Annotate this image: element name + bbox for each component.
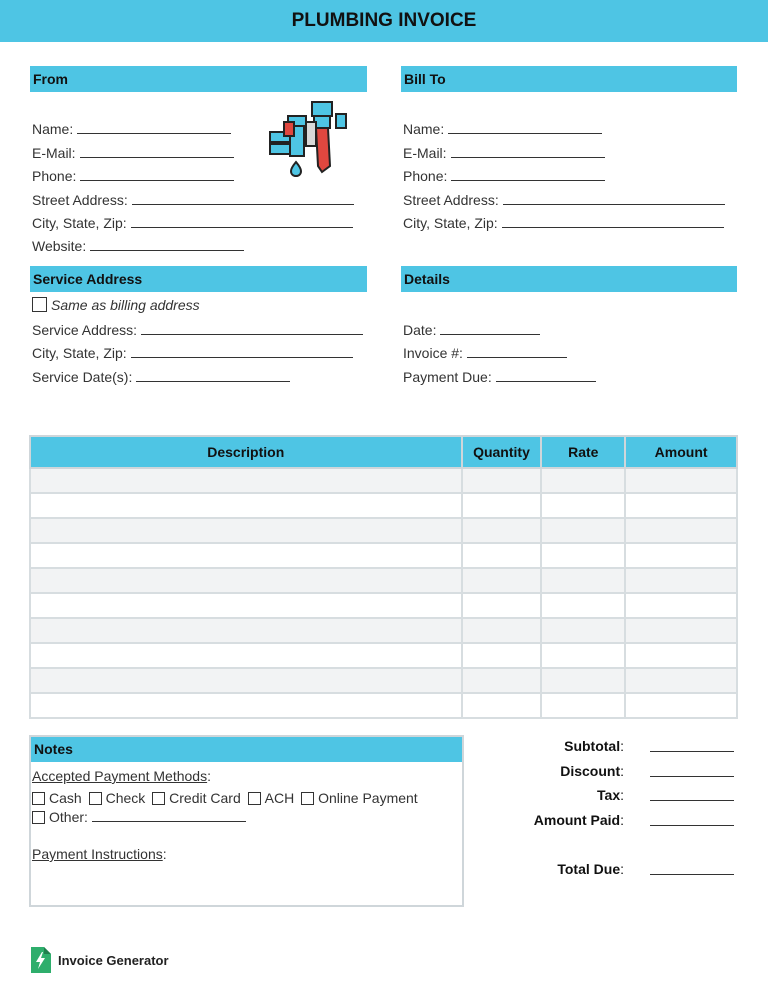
bill-to-header: Bill To: [401, 66, 737, 92]
brand-name: Invoice Generator: [58, 953, 169, 968]
accepted-payment-methods-label: Accepted Payment Methods:: [32, 768, 211, 784]
from-phone-field[interactable]: Phone:: [32, 166, 234, 185]
amount-cell[interactable]: [625, 493, 737, 518]
rate-cell[interactable]: [541, 543, 625, 568]
subtotal-value-line[interactable]: [650, 751, 734, 752]
invoice-generator-logo-icon: [31, 947, 51, 973]
quantity-cell[interactable]: [462, 468, 542, 493]
quantity-cell[interactable]: [462, 593, 542, 618]
rate-cell[interactable]: [541, 518, 625, 543]
quantity-cell[interactable]: [462, 543, 542, 568]
plumbing-wrench-pipe-icon: [266, 98, 350, 178]
service-city-field[interactable]: City, State, Zip:: [32, 343, 353, 362]
description-cell[interactable]: [30, 518, 462, 543]
table-row: [30, 643, 737, 668]
table-row: [30, 593, 737, 618]
details-header: Details: [401, 266, 737, 292]
cash-label: Cash: [49, 790, 82, 806]
title-bar: [0, 0, 768, 42]
credit-card-label: Credit Card: [169, 790, 241, 806]
table-row: [30, 468, 737, 493]
description-cell[interactable]: [30, 543, 462, 568]
description-cell[interactable]: [30, 643, 462, 668]
bill-name-field[interactable]: Name:: [403, 119, 602, 138]
amount-cell[interactable]: [625, 543, 737, 568]
ach-checkbox[interactable]: [248, 792, 261, 805]
amount-paid-value-line[interactable]: [650, 825, 734, 826]
invoice-number-field[interactable]: Invoice #:: [403, 343, 567, 362]
table-header-row: [30, 436, 737, 468]
bill-phone-field[interactable]: Phone:: [403, 166, 605, 185]
online-payment-label: Online Payment: [318, 790, 418, 806]
quantity-cell[interactable]: [462, 518, 542, 543]
cash-checkbox[interactable]: [32, 792, 45, 805]
quantity-cell[interactable]: [462, 618, 542, 643]
rate-cell[interactable]: [541, 618, 625, 643]
amount-cell[interactable]: [625, 518, 737, 543]
rate-cell[interactable]: [541, 493, 625, 518]
invoice-title: PLUMBING INVOICE: [291, 10, 477, 31]
column-header-quantity: Quantity: [462, 436, 542, 468]
rate-cell[interactable]: [541, 643, 625, 668]
from-street-field[interactable]: Street Address:: [32, 190, 354, 209]
rate-cell[interactable]: [541, 568, 625, 593]
other-payment-field[interactable]: Other:: [32, 807, 246, 826]
payment-due-field[interactable]: Payment Due:: [403, 367, 596, 386]
notes-header: Notes: [31, 737, 462, 762]
rate-cell[interactable]: [541, 593, 625, 618]
line-items-table: [29, 435, 738, 719]
rate-cell[interactable]: [541, 668, 625, 693]
table-row: [30, 518, 737, 543]
column-header-description: Description: [30, 436, 462, 468]
tax-value-line[interactable]: [650, 800, 734, 801]
service-address-header: Service Address: [30, 266, 367, 292]
check-checkbox[interactable]: [89, 792, 102, 805]
from-name-field[interactable]: Name:: [32, 119, 231, 138]
bill-email-field[interactable]: E-Mail:: [403, 143, 605, 162]
table-row: [30, 668, 737, 693]
table-row: [30, 568, 737, 593]
table-row: [30, 493, 737, 518]
service-date-field[interactable]: Service Date(s):: [32, 367, 290, 386]
same-as-billing-checkbox[interactable]: Same as billing address: [32, 296, 200, 314]
credit-card-checkbox[interactable]: [152, 792, 165, 805]
amount-cell[interactable]: [625, 568, 737, 593]
quantity-cell[interactable]: [462, 643, 542, 668]
from-header: From: [30, 66, 367, 92]
amount-cell[interactable]: [625, 693, 737, 718]
quantity-cell[interactable]: [462, 668, 542, 693]
table-row: [30, 618, 737, 643]
amount-cell[interactable]: [625, 643, 737, 668]
discount-value-line[interactable]: [650, 776, 734, 777]
quantity-cell[interactable]: [462, 493, 542, 518]
bill-street-field[interactable]: Street Address:: [403, 190, 725, 209]
description-cell[interactable]: [30, 668, 462, 693]
description-cell[interactable]: [30, 693, 462, 718]
rate-cell[interactable]: [541, 693, 625, 718]
description-cell[interactable]: [30, 468, 462, 493]
description-cell[interactable]: [30, 493, 462, 518]
quantity-cell[interactable]: [462, 693, 542, 718]
payment-methods-row: [32, 789, 418, 807]
checkbox-box[interactable]: [32, 297, 47, 312]
from-email-field[interactable]: E-Mail:: [32, 143, 234, 162]
table-row: [30, 693, 737, 718]
from-website-field[interactable]: Website:: [32, 236, 244, 255]
column-header-rate: Rate: [541, 436, 625, 468]
rate-cell[interactable]: [541, 468, 625, 493]
quantity-cell[interactable]: [462, 568, 542, 593]
description-cell[interactable]: [30, 618, 462, 643]
other-checkbox[interactable]: [32, 811, 45, 824]
from-city-field[interactable]: City, State, Zip:: [32, 213, 353, 232]
description-cell[interactable]: [30, 593, 462, 618]
amount-cell[interactable]: [625, 668, 737, 693]
service-address-field[interactable]: Service Address:: [32, 320, 363, 339]
description-cell[interactable]: [30, 568, 462, 593]
online-payment-checkbox[interactable]: [301, 792, 314, 805]
amount-cell[interactable]: [625, 468, 737, 493]
date-field[interactable]: Date:: [403, 320, 540, 339]
payment-instructions-label: Payment Instructions:: [32, 846, 167, 862]
table-row: [30, 543, 737, 568]
amount-cell[interactable]: [625, 618, 737, 643]
column-header-amount: Amount: [625, 436, 737, 468]
amount-cell[interactable]: [625, 593, 737, 618]
check-label: Check: [105, 790, 146, 806]
ach-label: ACH: [264, 790, 295, 806]
total-due-value-line[interactable]: [650, 874, 734, 875]
bill-city-field[interactable]: City, State, Zip:: [403, 213, 724, 232]
